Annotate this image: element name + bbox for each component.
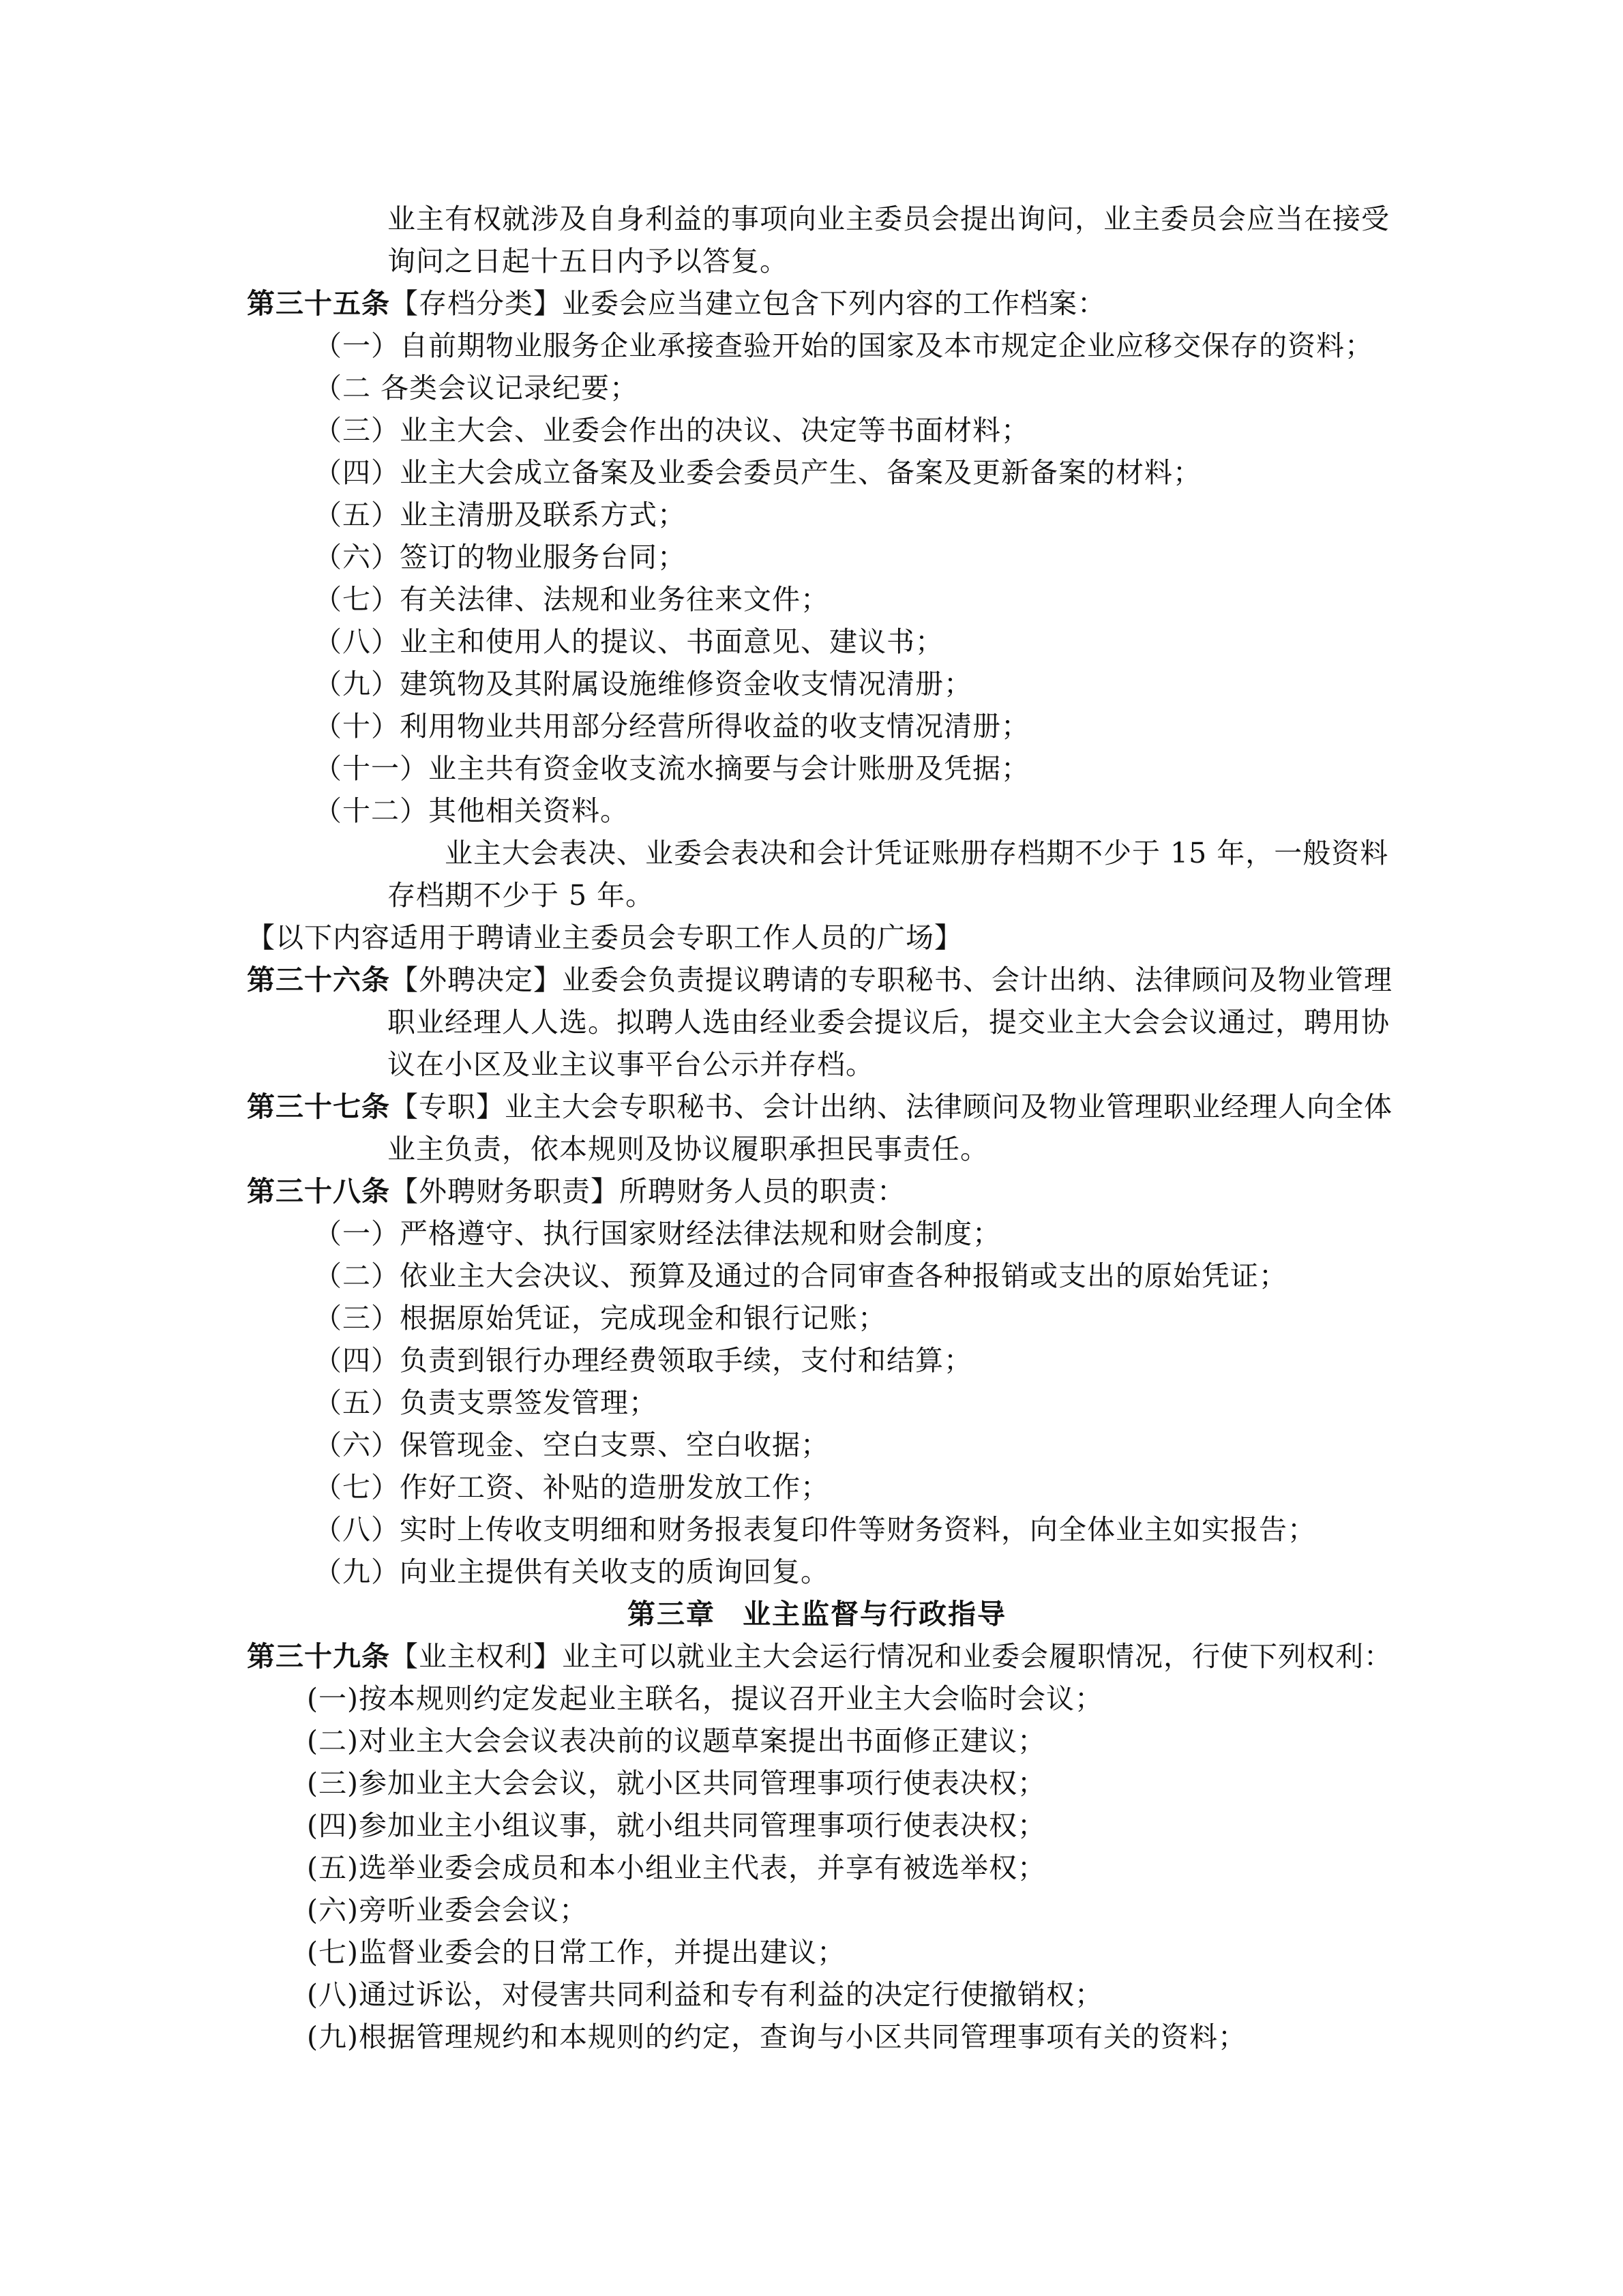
list-item: (四)参加业主小组议事，就小组共同管理事项行使表决权； (307, 1809, 1046, 1842)
list-item: (五)选举业委会成员和本小组业主代表，并享有被选举权； (307, 1851, 1046, 1884)
list-item: (八)通过诉讼，对侵害共同利益和专有利益的决定行使撤销权； (307, 1978, 1103, 2011)
list-item: （五）负责支票签发管理； (314, 1386, 657, 1419)
list-item: （七）有关法律、法规和业务往来文件； (314, 583, 829, 616)
paragraph-line: 业主大会表决、业委会表决和会计凭证账册存档期不少于 15 年，一般资料 (445, 837, 1389, 869)
chapter-title: 业主监督与行政指导 (743, 1598, 1007, 1630)
list-item: (一)按本规则约定发起业主联名，提议召开业主大会临时会议； (307, 1682, 1103, 1715)
article-35-heading (247, 282, 1106, 325)
paragraph-line: 存档期不少于 5 年。 (387, 879, 655, 912)
list-item: (九)根据管理规约和本规则的约定，查询与小区共同管理事项有关的资料； (307, 2021, 1247, 2053)
article-37-heading (247, 1086, 1393, 1128)
article-number: 第三十六条 (247, 964, 390, 996)
list-item: （三）根据原始凭证，完成现金和银行记账； (314, 1302, 887, 1335)
list-item: （四）负责到银行办理经费领取手续，支付和结算； (314, 1344, 972, 1377)
list-item: （六）签订的物业服务台同； (314, 541, 686, 573)
list-item: (六)旁听业委会会议； (307, 1894, 588, 1926)
list-item: （二 各类会议记录纪要； (314, 372, 639, 404)
list-item: （十一）业主共有资金收支流水摘要与会计账册及凭据； (314, 752, 1030, 785)
article-38-heading (247, 1170, 906, 1212)
article-number: 第三十九条 (247, 1640, 390, 1673)
paragraph-line: 业主负责，依本规则及协议履职承担民事责任。 (387, 1133, 989, 1165)
article-36-heading (247, 959, 1393, 1001)
list-item: （一）严格遵守、执行国家财经法律法规和财会制度； (314, 1217, 1001, 1250)
list-item: （四）业主大会成立备案及业委会委员产生、备案及更新备案的材料； (314, 456, 1202, 489)
paragraph-line: 询问之日起十五日内予以答复。 (387, 245, 788, 278)
list-item: （三）业主大会、业委会作出的决议、决定等书面材料； (314, 414, 1030, 447)
list-item: （八）业主和使用人的提议、书面意见、建议书； (314, 625, 944, 658)
list-item: （六）保管现金、空白支票、空白收据； (314, 1429, 829, 1461)
article-number: 第三十八条 (247, 1175, 390, 1208)
list-item: （八）实时上传收支明细和财务报表复印件等财务资料，向全体业主如实报告； (314, 1513, 1316, 1546)
list-item: （五）业主清册及联系方式； (314, 498, 686, 531)
article-39-heading (247, 1635, 1393, 1678)
article-text: 【外聘财务职责】所聘财务人员的职责： (390, 1175, 906, 1208)
section-note: 【以下内容适用于聘请业主委员会专职工作人员的广场】 (247, 921, 963, 954)
article-text: 【专职】业主大会专职秘书、会计出纳、法律顾问及物业管理职业经理人向全体 (390, 1090, 1393, 1123)
list-item: (三)参加业主大会会议，就小区共同管理事项行使表决权； (307, 1767, 1046, 1800)
chapter-number: 第三章 (627, 1598, 715, 1630)
article-text: 【存档分类】业委会应当建立包含下列内容的工作档案： (390, 287, 1106, 320)
article-text: 【业主权利】业主可以就业主大会运行情况和业委会履职情况，行使下列权利： (390, 1640, 1393, 1673)
paragraph-line: 议在小区及业主议事平台公示并存档。 (387, 1048, 874, 1081)
list-item: (二)对业主大会会议表决前的议题草案提出书面修正建议； (307, 1725, 1046, 1757)
list-item: （一）自前期物业服务企业承接查验开始的国家及本市规定企业应移交保存的资料； (314, 329, 1373, 362)
paragraph-line: 职业经理人人选。拟聘人选由经业委会提议后，提交业主大会会议通过，聘用协 (387, 1006, 1390, 1039)
list-item: （九）建筑物及其附属设施维修资金收支情况清册； (314, 668, 972, 700)
chapter-heading (627, 1593, 1007, 1635)
article-number: 第三十七条 (247, 1090, 390, 1123)
list-item: (七)监督业委会的日常工作，并提出建议； (307, 1936, 846, 1969)
list-item: （九）向业主提供有关收支的质询回复。 (314, 1555, 829, 1588)
list-item: （二）依业主大会决议、预算及通过的合同审查各种报销或支出的原始凭证； (314, 1259, 1287, 1292)
article-text: 【外聘决定】业委会负责提议聘请的专职秘书、会计出纳、法律顾问及物业管理 (390, 964, 1393, 996)
article-number: 第三十五条 (247, 287, 390, 320)
paragraph-line: 业主有权就涉及自身利益的事项向业主委员会提出询问，业主委员会应当在接受 (387, 203, 1390, 235)
list-item: （七）作好工资、补贴的造册发放工作； (314, 1471, 829, 1504)
list-item: （十二）其他相关资料。 (314, 794, 629, 827)
list-item: （十）利用物业共用部分经营所得收益的收支情况清册； (314, 710, 1030, 743)
